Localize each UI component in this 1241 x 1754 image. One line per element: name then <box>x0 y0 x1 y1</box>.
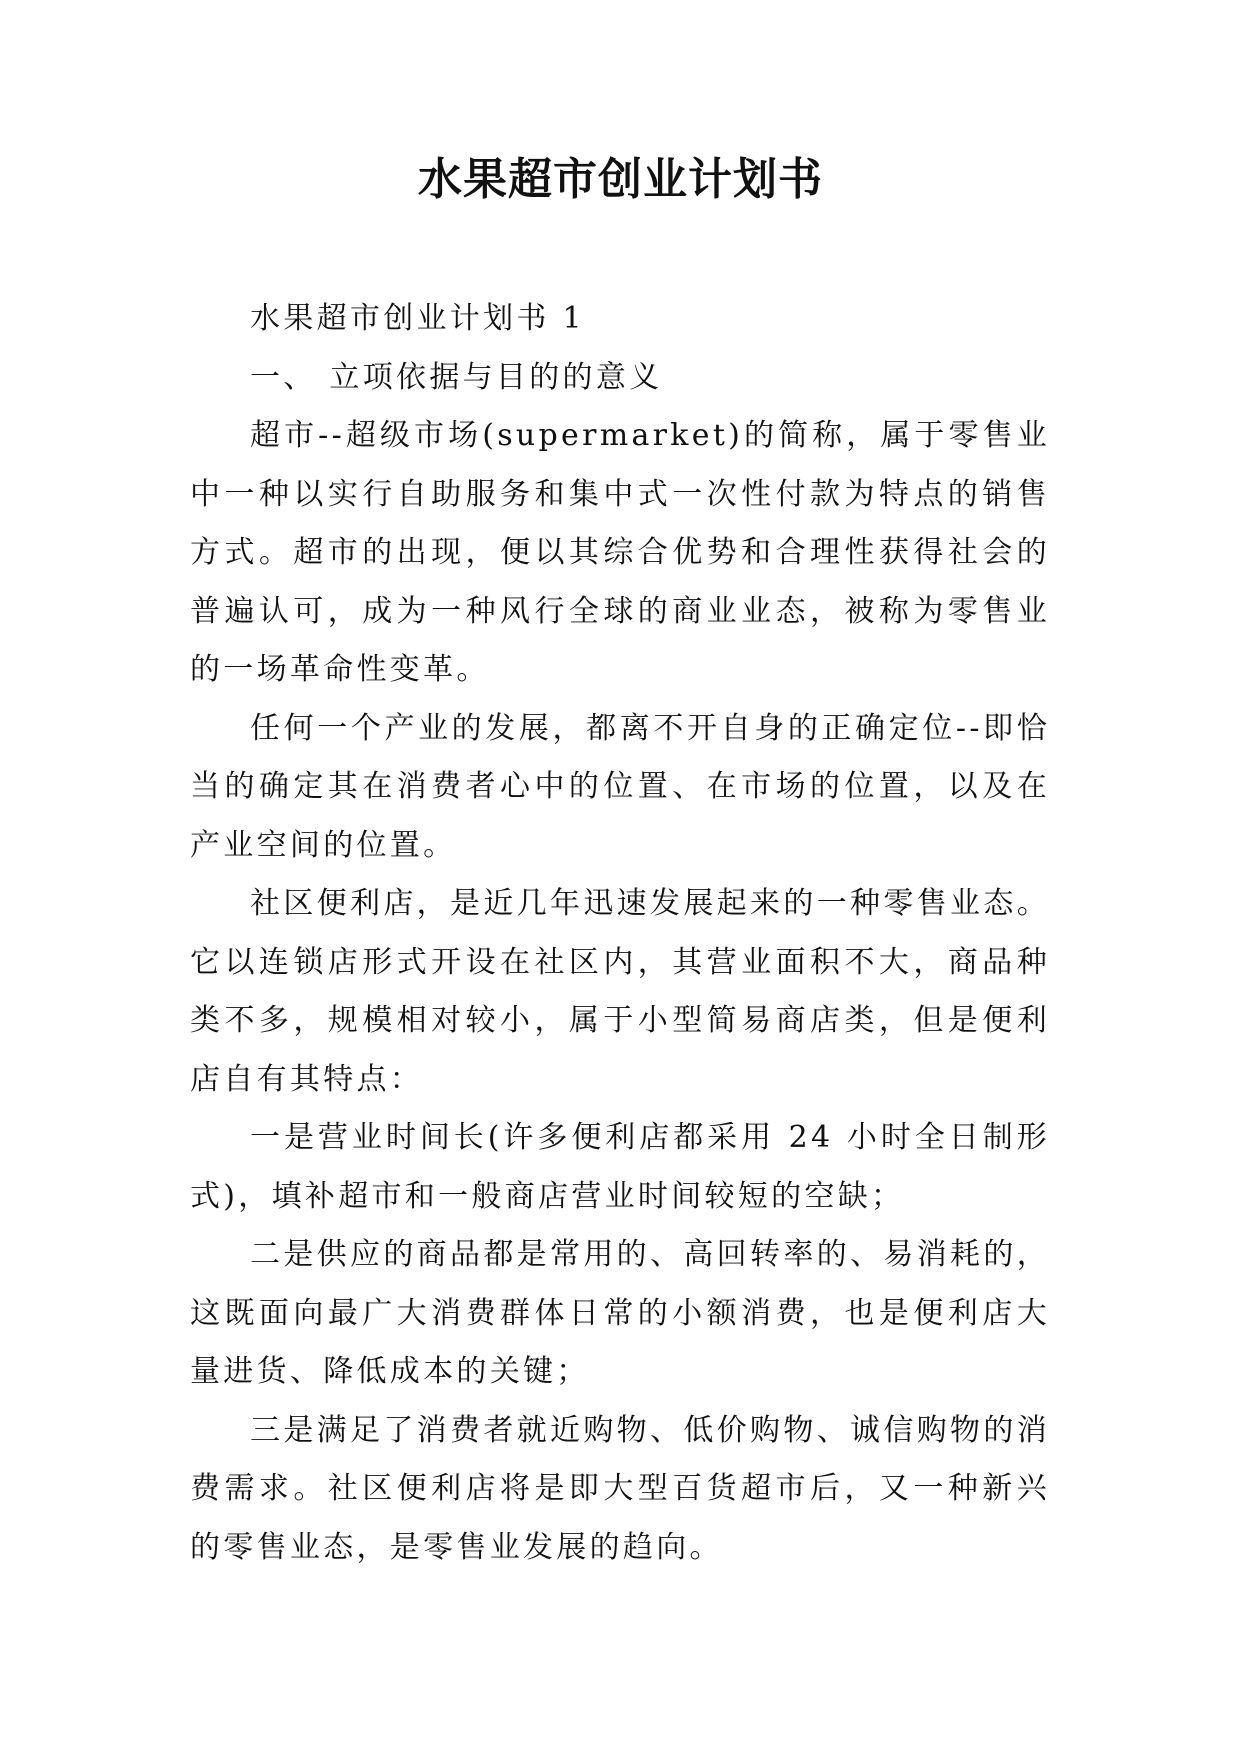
paragraph: 超市--超级市场(supermarket)的简称，属于零售业中一种以实行自助服务和集中式一次性付款为特点的销售方式。超市的出现，便以其综合优势和合理性获得社会的普遍认可，成为一种风行全球的商业业态，被称为零售业的一场革命性变革。 <box>190 418 1050 687</box>
list-paragraph: 二是供应的商品都是常用的、高回转率的、易消耗的，这既面向最广大消费群体日常的小额消费，也是便利店大量进货、降低成本的关键； <box>190 1237 1050 1389</box>
paragraph: 社区便利店，是近几年迅速发展起来的一种零售业态。它以连锁店形式开设在社区内，其营业面积不大，商品种类不多，规模相对较小，属于小型简易商店类，但是便利店自有其特点： <box>190 886 1050 1097</box>
section-heading: 一、 立项依据与目的的意义 <box>250 359 663 395</box>
list-paragraph: 三是满足了消费者就近购物、低价购物、诚信购物的消费需求。社区便利店将是即大型百货超市后，又一种新兴的零售业态，是零售业发展的趋向。 <box>190 1412 1050 1565</box>
document-title: 水果超市创业计划书 <box>418 154 823 205</box>
paragraph: 任何一个产业的发展，都离不开自身的正确定位--即恰当的确定其在消费者心中的位置、在市场的位置，以及在产业空间的位置。 <box>190 710 1050 863</box>
list-paragraph: 一是营业时间长(许多便利店都采用 24 小时全日制形式)，填补超市和一般商店营业时间较短的空缺； <box>190 1120 1050 1214</box>
paragraph-heading: 水果超市创业计划书 1 <box>250 301 585 336</box>
document-body <box>190 290 1050 1577</box>
